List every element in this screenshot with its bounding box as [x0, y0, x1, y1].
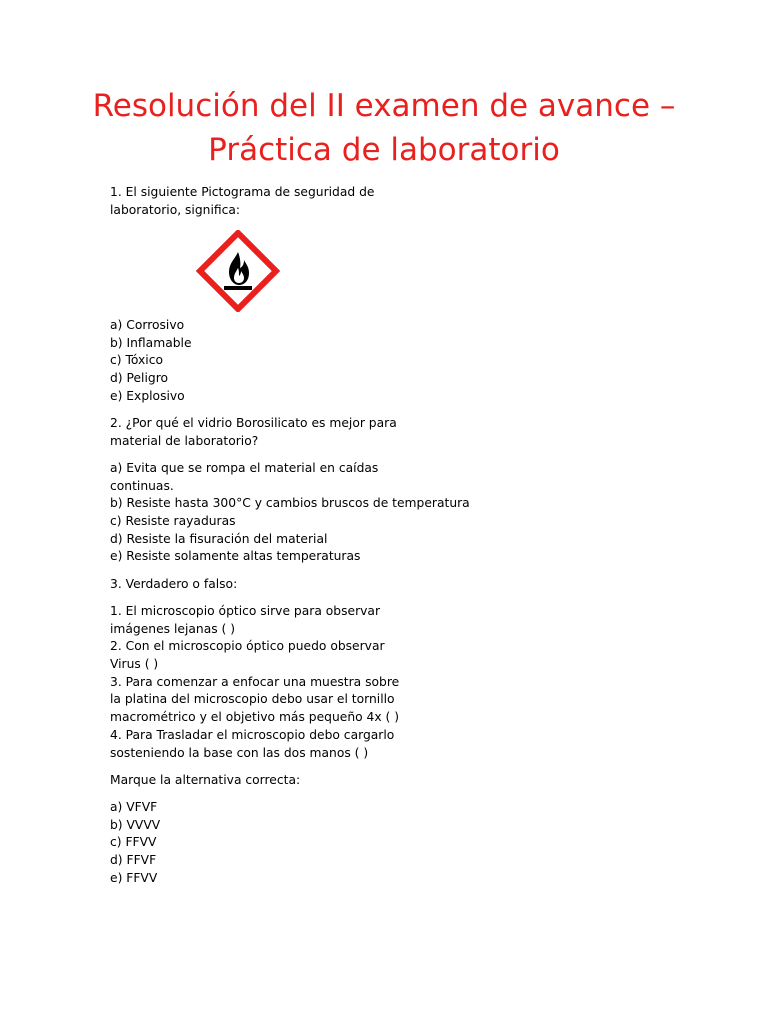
option-item: c) Tóxico [110, 353, 164, 368]
option-item: e) Explosivo [110, 388, 185, 403]
option-item: a) Corrosivo [110, 318, 185, 332]
statement-line: imágenes lejanas ( ) [110, 621, 236, 636]
question-3-options [110, 799, 160, 887]
question-1-text [110, 184, 374, 219]
option-item: a) Evita que se rompa el material en caídas [110, 461, 379, 475]
title-line-2: Práctica de laboratorio [208, 132, 560, 168]
statement-line: la platina del microscopio debo usar el tornillo [110, 692, 395, 707]
option-item: c) FFVV [110, 835, 157, 850]
option-item: continuas. [110, 478, 174, 493]
option-item: e) FFVV [110, 870, 158, 885]
option-item: d) FFVF [110, 853, 157, 868]
option-item: b) Inflamable [110, 335, 192, 350]
option-item: a) VFVF [110, 800, 158, 814]
statement-line: sosteniendo la base con las dos manos ( ) [110, 745, 369, 760]
statement-line: 2. Con el microscopio óptico puedo observar [110, 639, 385, 654]
question-3-prompt-text: Marque la alternativa correcta: [110, 773, 301, 787]
question-1-line-1: 1. El siguiente Pictograma de seguridad de [110, 185, 375, 199]
statement-line: 4. Para Trasladar el microscopio debo cargarlo [110, 727, 395, 742]
question-2-text [110, 415, 397, 450]
option-item: b) Resiste hasta 300°C y cambios bruscos de temperatura [110, 496, 470, 511]
option-item: d) Resiste la fisuración del material [110, 531, 328, 546]
question-2-line-2: material de laboratorio? [110, 433, 259, 448]
page-title [0, 84, 768, 172]
question-1-options [110, 317, 192, 405]
title-line-1: Resolución del II examen de avance – [92, 88, 676, 124]
question-2-options [110, 460, 470, 566]
question-2-line-1: 2. ¿Por qué el vidrio Borosilicato es mejor para [110, 416, 397, 430]
question-1-line-2: laboratorio, significa: [110, 202, 241, 217]
question-3-heading-text: 3. Verdadero o falso: [110, 577, 238, 591]
statement-line: Virus ( ) [110, 657, 159, 672]
question-3-statements [110, 603, 399, 762]
statement-line: 3. Para comenzar a enfocar una muestra sobre [110, 674, 400, 689]
option-item: e) Resiste solamente altas temperaturas [110, 549, 361, 564]
option-item: c) Resiste rayaduras [110, 514, 236, 529]
flame-pictogram-icon [196, 230, 280, 312]
question-3-prompt [110, 772, 300, 790]
statement-line: macrométrico y el objetivo más pequeño 4x ( ) [110, 710, 400, 725]
question-3-heading [110, 576, 237, 594]
option-item: b) VVVV [110, 817, 161, 832]
option-item: d) Peligro [110, 371, 169, 386]
statement-line: 1. El microscopio óptico sirve para observar [110, 604, 381, 618]
